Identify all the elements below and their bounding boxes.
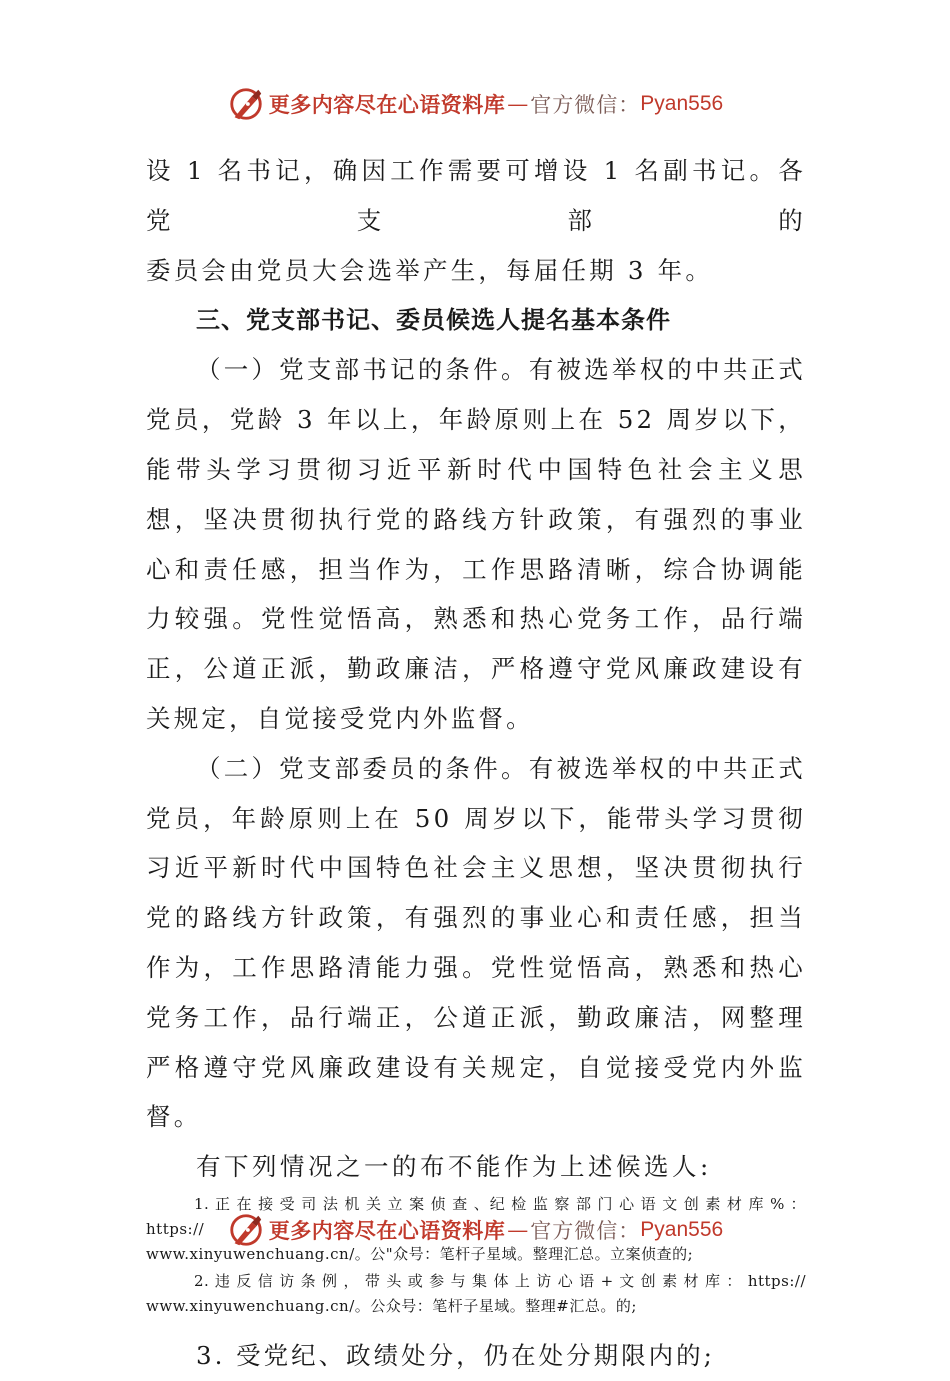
banner-main-text: 更多内容尽在心语资料库 [268,1218,506,1243]
item-1-line-1: 1. 正 在 接 受 司 法 机 关 立 案 侦 查 、纪 检 监 察 部 门 心 语 文 创 素 材 库 % ： https:// [146,1195,806,1239]
header-watermark-banner [0,82,950,126]
paragraph-1-line-2: 委员会由党员大会选举产生，每届任期 3 年。 [146,255,714,285]
banner-label: 官方微信： [530,93,641,117]
banner-main-text: 更多内容尽在心语资料库 [268,92,506,117]
document-body [146,146,806,1381]
pen-nib-icon [227,1211,265,1249]
paragraph-secretary-conditions: （一）党支部书记的条件。有被选举权的中共正式党员，党龄 3 年以上，年龄原则上在 52 周岁以下，能带头学习贯彻习近平新时代中国特色社会主义思想，坚决贯彻执行党的路线方针政策，有强烈的事业心和责任感，担当作为，工作思路清晰，综合协调能力较强。党性觉悟高，熟悉和热心党务工作，品行端正，公道正派，勤政廉洁，严格遵守党风廉政建设有关规定，自觉接受党内外监督。 [146,355,806,733]
disqualification-lead: 有下列情况之一的布不能作为上述候选人: [196,1152,712,1182]
section-heading-3: 三、党支部书记、委员候选人提名基本条件 [196,306,671,335]
banner-wechat-id: Pyan556 [640,1218,724,1241]
banner-dash: — [507,92,529,116]
item-2-line-2: www.xinyuwenchuang.cn/。公众号：笔杆子星域。整理#汇总。的; [146,1297,637,1316]
footer-watermark-banner [0,1208,950,1252]
item-2-line-1: 2. 违 反 信 访 条 例 ， 带 头 或 参 与 集 体 上 访 心 语 + 文 创 素 材 库 ： https:// [194,1272,806,1291]
pen-nib-icon [227,85,265,123]
item-3: 3. 受党纪、政绩处分，仍在处分期限内的; [196,1341,715,1371]
item-1-line-2: www.xinyuwenchuang.cn/。公"众号：笔杆子星域。整理汇总。立案侦查的; [146,1245,694,1264]
paragraph-member-conditions: （二）党支部委员的条件。有被选举权的中共正式党员，年龄原则上在 50 周岁以下，能带头学习贯彻习近平新时代中国特色社会主义思想，坚决贯彻执行党的路线方针政策，有强烈的事业心和责任感，担当作为，工作思路清能力强。党性觉悟高，熟悉和热心党务工作，品行端正，公道正派，勤政廉洁，网整理严格遵守党风廉政建设有关规定，自觉接受党内外监督。 [146,753,806,1132]
banner-dash: — [507,1218,529,1242]
banner-label: 官方微信： [530,1219,641,1243]
banner-wechat-id: Pyan556 [640,92,724,115]
paragraph-1-line-1: 设 1 名书记，确因工作需要可增设 1 名副书记。各党支部的 [146,156,806,235]
